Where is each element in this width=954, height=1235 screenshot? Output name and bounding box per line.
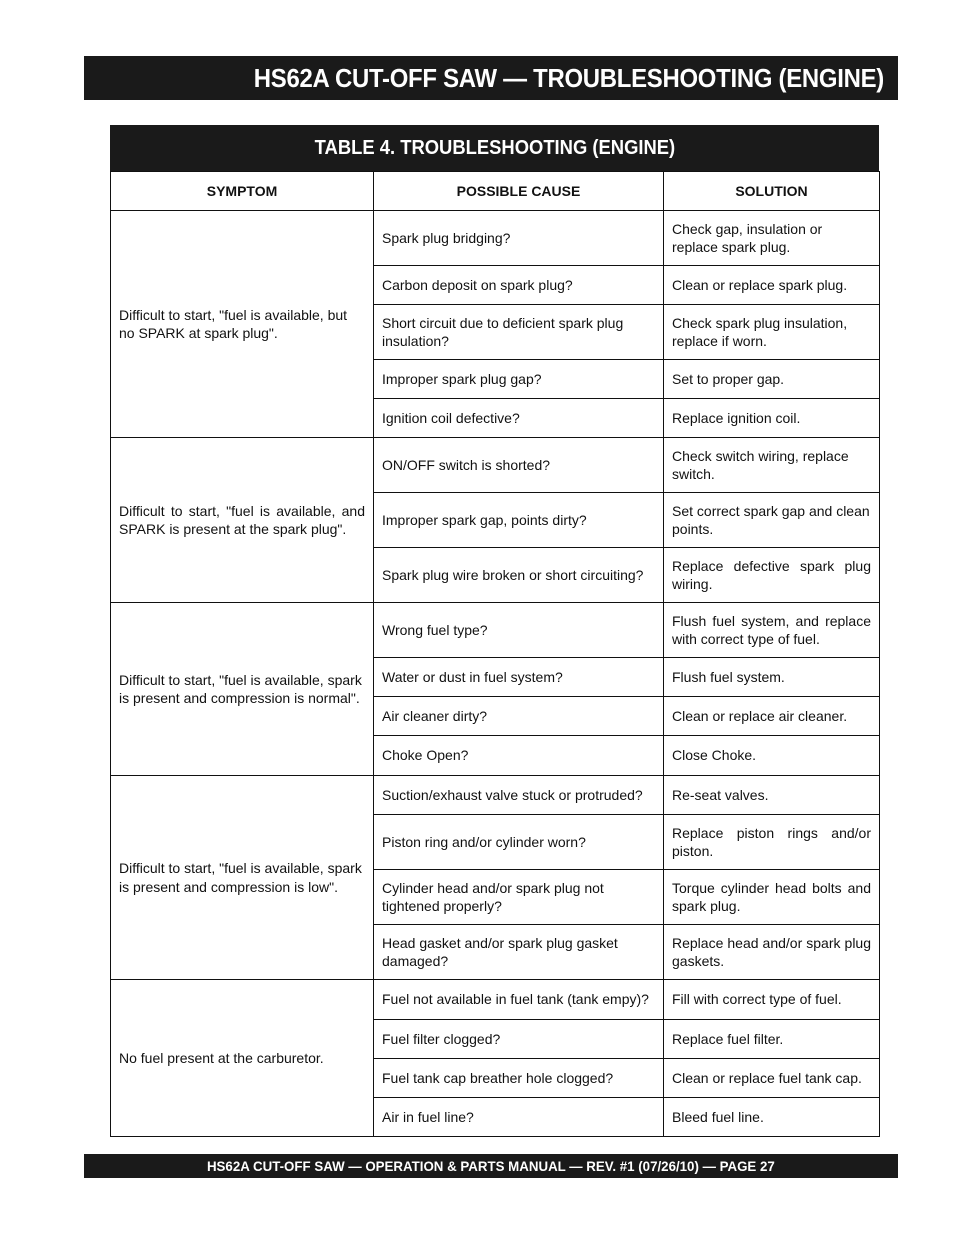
possible-cause-cell: Suction/exhaust valve stuck or protruded? bbox=[374, 776, 664, 815]
solution-cell: Replace fuel filter. bbox=[664, 1020, 880, 1059]
solution-cell: Check gap, insulation or replace spark plug. bbox=[664, 211, 880, 266]
solution-cell: Clean or replace fuel tank cap. bbox=[664, 1059, 880, 1098]
possible-cause-cell: Wrong fuel type? bbox=[374, 603, 664, 658]
possible-cause-cell: Choke Open? bbox=[374, 736, 664, 776]
column-header-solution: SOLUTION bbox=[664, 172, 880, 211]
symptom-cell: Difficult to start, "fuel is available, but no SPARK at spark plug". bbox=[111, 211, 374, 438]
possible-cause-cell: Short circuit due to deficient spark plug insulation? bbox=[374, 305, 664, 360]
possible-cause-cell: Cylinder head and/or spark plug not tightened properly? bbox=[374, 870, 664, 925]
solution-cell: Replace defective spark plug wiring. bbox=[664, 548, 880, 603]
page-footer-bar bbox=[84, 1154, 898, 1178]
possible-cause-cell: Spark plug bridging? bbox=[374, 211, 664, 266]
possible-cause-cell: Ignition coil defective? bbox=[374, 399, 664, 438]
solution-cell: Check spark plug insulation, replace if worn. bbox=[664, 305, 880, 360]
table-row bbox=[111, 211, 880, 266]
table-row bbox=[111, 438, 880, 493]
solution-cell: Clean or replace spark plug. bbox=[664, 266, 880, 305]
solution-cell: Fill with correct type of fuel. bbox=[664, 980, 880, 1020]
table-title-bar bbox=[110, 125, 879, 171]
symptom-cell: Difficult to start, "fuel is available, and SPARK is present at the spark plug". bbox=[111, 438, 374, 603]
possible-cause-cell: Improper spark gap, points dirty? bbox=[374, 493, 664, 548]
footer-text: HS62A CUT-OFF SAW — OPERATION & PARTS MANUAL — REV. #1 (07/26/10) — PAGE 27 bbox=[207, 1158, 775, 1174]
solution-cell: Bleed fuel line. bbox=[664, 1098, 880, 1137]
solution-cell: Replace ignition coil. bbox=[664, 399, 880, 438]
possible-cause-cell: Head gasket and/or spark plug gasket damaged? bbox=[374, 925, 664, 980]
table-header-row bbox=[111, 172, 880, 211]
table-body bbox=[111, 211, 880, 1137]
page-title: HS62A CUT-OFF SAW — TROUBLESHOOTING (ENGINE) bbox=[253, 62, 884, 93]
symptom-cell: Difficult to start, "fuel is available, spark is present and compression is low". bbox=[111, 776, 374, 980]
possible-cause-cell: Improper spark plug gap? bbox=[374, 360, 664, 399]
solution-cell: Flush fuel system. bbox=[664, 658, 880, 697]
possible-cause-cell: Spark plug wire broken or short circuiting? bbox=[374, 548, 664, 603]
possible-cause-cell: Fuel not available in fuel tank (tank empy)? bbox=[374, 980, 664, 1020]
possible-cause-cell: Fuel filter clogged? bbox=[374, 1020, 664, 1059]
solution-cell: Set to proper gap. bbox=[664, 360, 880, 399]
page-header-bar bbox=[84, 56, 898, 100]
possible-cause-cell: ON/OFF switch is shorted? bbox=[374, 438, 664, 493]
solution-cell: Check switch wiring, replace switch. bbox=[664, 438, 880, 493]
symptom-cell: No fuel present at the carburetor. bbox=[111, 980, 374, 1137]
solution-cell: Torque cylinder head bolts and spark plug. bbox=[664, 870, 880, 925]
solution-cell: Replace head and/or spark plug gaskets. bbox=[664, 925, 880, 980]
column-header-symptom: SYMPTOM bbox=[111, 172, 374, 211]
solution-cell: Replace piston rings and/or piston. bbox=[664, 815, 880, 870]
solution-cell: Close Choke. bbox=[664, 736, 880, 776]
solution-cell: Set correct spark gap and clean points. bbox=[664, 493, 880, 548]
troubleshooting-table bbox=[110, 171, 880, 1137]
symptom-cell: Difficult to start, "fuel is available, spark is present and compression is normal". bbox=[111, 603, 374, 776]
solution-cell: Re-seat valves. bbox=[664, 776, 880, 815]
table-row bbox=[111, 980, 880, 1020]
column-header-possible-cause: POSSIBLE CAUSE bbox=[374, 172, 664, 211]
possible-cause-cell: Water or dust in fuel system? bbox=[374, 658, 664, 697]
table-row bbox=[111, 603, 880, 658]
solution-cell: Clean or replace air cleaner. bbox=[664, 697, 880, 736]
possible-cause-cell: Fuel tank cap breather hole clogged? bbox=[374, 1059, 664, 1098]
table-row bbox=[111, 776, 880, 815]
possible-cause-cell: Air in fuel line? bbox=[374, 1098, 664, 1137]
solution-cell: Flush fuel system, and replace with correct type of fuel. bbox=[664, 603, 880, 658]
possible-cause-cell: Carbon deposit on spark plug? bbox=[374, 266, 664, 305]
table-title: TABLE 4. TROUBLESHOOTING (ENGINE) bbox=[314, 136, 675, 159]
possible-cause-cell: Air cleaner dirty? bbox=[374, 697, 664, 736]
possible-cause-cell: Piston ring and/or cylinder worn? bbox=[374, 815, 664, 870]
